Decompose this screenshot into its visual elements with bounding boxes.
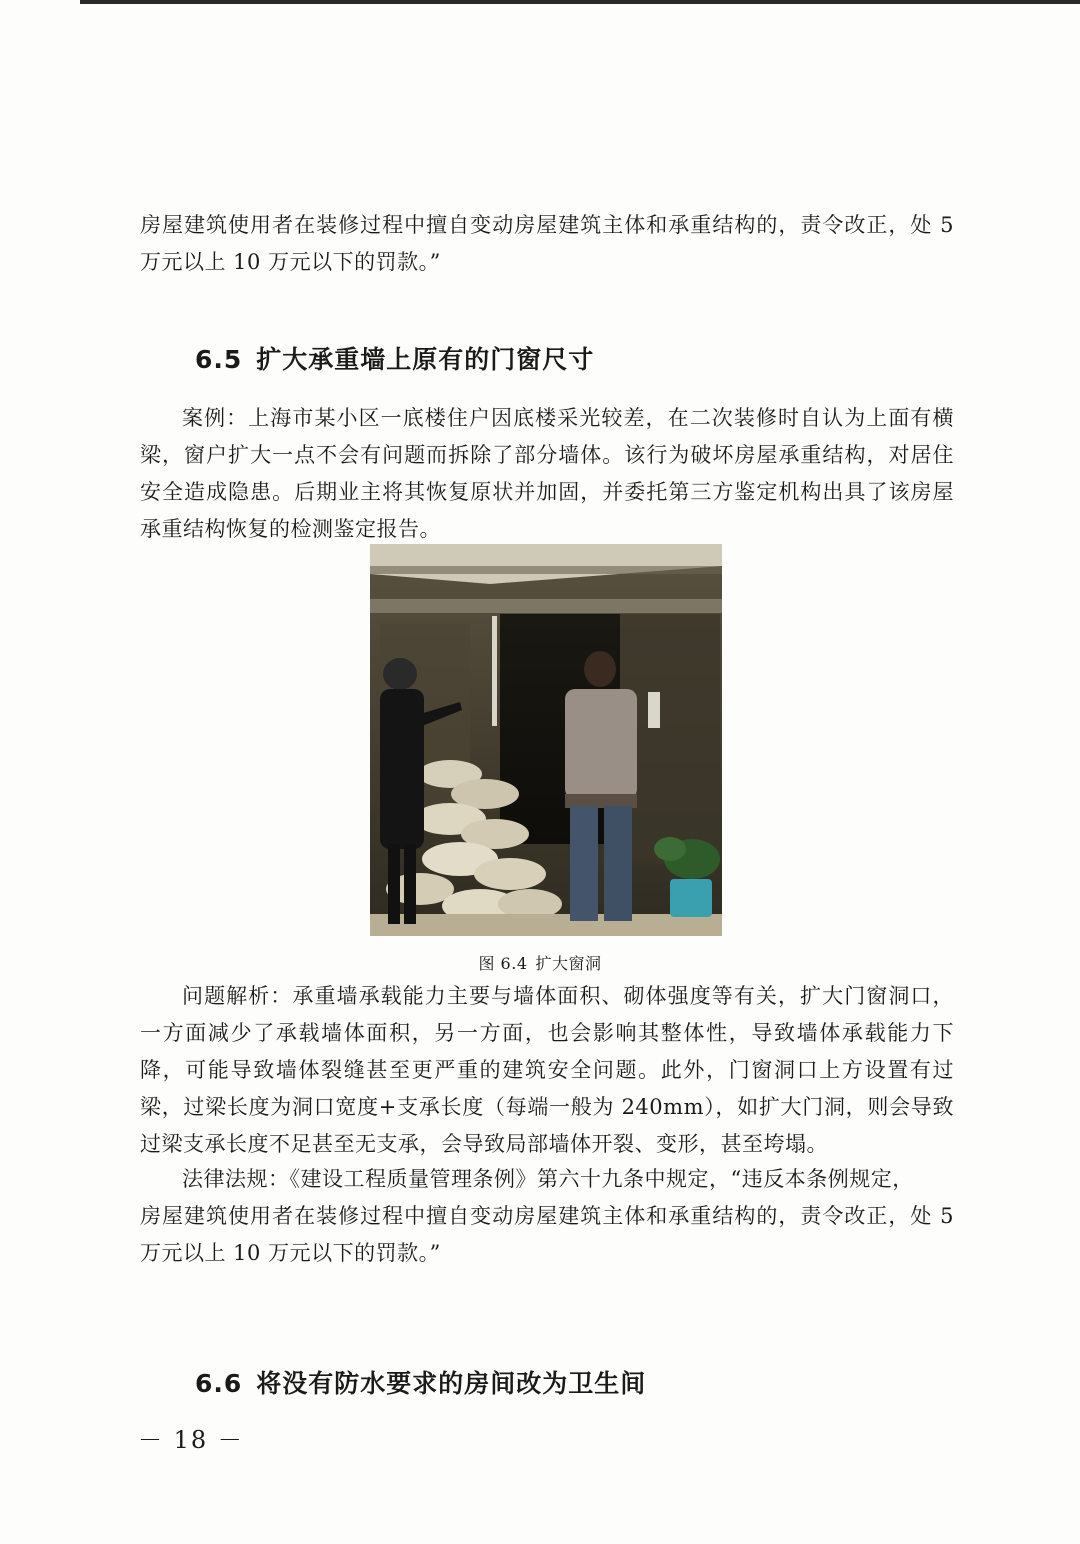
intro-paragraph: 房屋建筑使用者在装修过程中擅自变动房屋建筑主体和承重结构的，责令改正，处 5 万元以上 10 万元以下的罚款。”	[140, 213, 954, 274]
analysis-paragraph: 问题解析：承重墙承载能力主要与墙体面积、砌体强度等有关，扩大门窗洞口，一方面减少了承载墙体面积，另一方面，也会影响其整体性，导致墙体承载能力下降，可能导致墙体裂缝甚至更严重的建筑安全问题。此外，门窗洞口上方设置有过梁，过梁长度为洞口宽度+支承长度（每端一般为 240mm），如扩大门洞，则会导致过梁支承长度不足甚至无支承，会导致局部墙体开裂、变形，甚至垮塌。	[140, 984, 954, 1156]
figure-caption-text: 扩大窗洞	[535, 954, 602, 973]
section-title: 将没有防水要求的房间改为卫生间	[256, 1369, 647, 1398]
section-title: 扩大承重墙上原有的门窗尺寸	[256, 345, 595, 374]
top-rule	[80, 0, 1080, 4]
law-paragraph-line1: 法律法规：《建设工程质量管理条例》第六十九条中规定，“违反本条例规定，	[182, 1167, 914, 1191]
figure-photo	[370, 544, 722, 936]
page-number: － 18 －	[138, 1426, 244, 1454]
section-heading-6-6	[195, 1364, 646, 1400]
section-number: 6.6	[195, 1369, 243, 1398]
section-number: 6.5	[195, 345, 243, 374]
section-heading-6-5	[195, 340, 594, 376]
photo-illustration	[370, 544, 722, 936]
case-paragraph: 案例：上海市某小区一底楼住户因底楼采光较差，在二次装修时自认为上面有横梁，窗户扩大一点不会有问题而拆除了部分墙体。该行为破坏房屋承重结构，对居住安全造成隐患。后期业主将其恢复原状并加固，并委托第三方鉴定机构出具了该房屋承重结构恢复的检测鉴定报告。	[140, 406, 954, 541]
law-paragraph-rest: 房屋建筑使用者在装修过程中擅自变动房屋建筑主体和承重结构的，责令改正，处 5 万元以上 10 万元以下的罚款。”	[140, 1204, 954, 1265]
figure-caption	[0, 951, 1080, 974]
figure-label: 图 6.4	[478, 954, 528, 973]
